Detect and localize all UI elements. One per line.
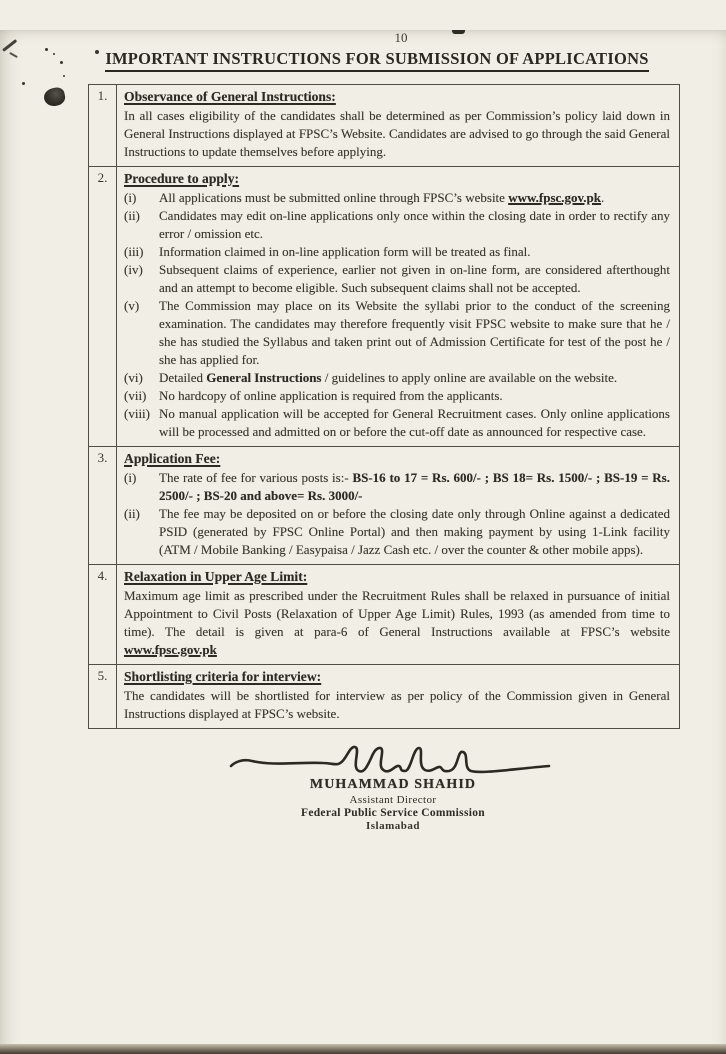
section-content — [117, 665, 679, 728]
section-number: 4. — [89, 565, 117, 664]
item-text: Information claimed in on-line application form will be treated as final. — [159, 244, 531, 259]
list-item — [124, 369, 670, 387]
instruction-row — [89, 447, 679, 565]
item-text: The rate of fee for various posts is:- BS-16 to 17 = Rs. 600/- ; BS 18= Rs. 1500/- ; BS-19 = Rs. 2500/- ; BS-20 and above= Rs. 3000/- — [159, 470, 670, 503]
scan-bottom-edge — [0, 1044, 726, 1054]
section-number: 5. — [89, 665, 117, 728]
instruction-row — [89, 565, 679, 665]
item-text: The fee may be deposited on or before the closing date only through Online against a dedicated PSID (generated by FPSC Online Portal) and then making payment by using 1-Link facility (ATM / Mobile Banking / Easypaisa / Jazz Cash etc. / over the counter & other mobile apps). — [159, 506, 670, 557]
list-item — [124, 405, 670, 441]
section-number: 3. — [89, 447, 117, 564]
section-number: 2. — [89, 167, 117, 446]
signatory-title: Assistant Director — [349, 794, 437, 806]
ink-speck — [95, 50, 99, 54]
item-text: No hardcopy of online application is required from the applicants. — [159, 388, 503, 403]
instructions-table — [88, 84, 680, 729]
item-marker: (i) — [124, 190, 137, 205]
item-marker: (iii) — [124, 244, 144, 259]
website-link: www.fpsc.gov.pk — [124, 642, 217, 657]
section-paragraph: The candidates will be shortlisted for interview as per policy of the Commission given in General Instructions displayed at FPSC’s website. — [124, 688, 670, 721]
section-number: 1. — [89, 85, 117, 166]
section-heading — [124, 170, 670, 188]
section-paragraph: In all cases eligibility of the candidates shall be determined as per Commission’s policy laid down in General Instructions displayed at FPSC’s Website. Candidates are advised to go through the said General Instructions to update themselves before applying. — [124, 108, 670, 159]
item-text: No manual application will be accepted for General Recruitment cases. Only online applications will be processed and admitted on or before the cut-off date as announced for respective case. — [159, 406, 670, 439]
section-heading-text: Application Fee: — [124, 451, 221, 466]
item-marker: (vii) — [124, 388, 147, 403]
section-paragraph: Maximum age limit as prescribed under the Recruitment Rules shall be relaxed in pursuance of initial Appointment to Civil Posts (Relaxation of Upper Age Limit) Rules, 1993 (as amended from time to time). The detail is given at para-6 of General Instructions available at FPSC’s website www.fpsc.gov.pk — [124, 588, 670, 657]
item-marker: (ii) — [124, 208, 140, 223]
item-marker: (v) — [124, 298, 140, 313]
signatory-name: MUHAMMAD SHAHID — [309, 777, 477, 792]
instruction-row — [89, 167, 679, 447]
ink-speck — [45, 48, 48, 51]
bold-text: General Instructions — [206, 370, 322, 385]
ink-blot — [42, 86, 66, 108]
section-heading — [124, 668, 670, 686]
signatory-city: Islamabad — [365, 820, 421, 832]
section-heading-text: Relaxation in Upper Age Limit: — [124, 569, 308, 584]
ink-speck — [53, 53, 55, 55]
section-heading-text: Procedure to apply: — [124, 171, 240, 186]
item-marker: (iv) — [124, 262, 143, 277]
section-heading — [124, 450, 670, 468]
item-marker: (ii) — [124, 506, 140, 521]
bold-text: BS-16 to 17 = Rs. 600/- ; BS 18= Rs. 1500/- ; BS-19 = Rs. 2500/- ; BS-20 and above= Rs. 3000/- — [159, 470, 670, 503]
list-item — [124, 505, 670, 559]
signature-block — [228, 737, 558, 832]
page-header — [0, 30, 726, 72]
list-item — [124, 261, 670, 297]
section-heading-text: Observance of General Instructions: — [124, 89, 336, 104]
item-text: All applications must be submitted online through FPSC’s website www.fpsc.gov.pk. — [159, 190, 605, 205]
section-content — [117, 447, 679, 564]
item-text: The Commission may place on its Website the syllabi prior to the conduct of the screening examination. The candidates may therefore frequently visit FPSC website to make sure that he / she has studied the Syllabus and taken print out of Admission Certificate for test of the post he / she has applied for. — [159, 298, 670, 367]
item-marker: (viii) — [124, 406, 150, 421]
website-link: www.fpsc.gov.pk — [508, 190, 602, 205]
list-item — [124, 387, 670, 405]
list-item — [124, 243, 670, 261]
signatory-organization: Federal Public Service Commission — [301, 807, 485, 819]
ink-speck — [63, 75, 65, 77]
list-item — [124, 207, 670, 243]
list-item — [124, 189, 670, 207]
section-content — [117, 85, 679, 166]
list-item — [124, 297, 670, 369]
section-heading — [124, 88, 670, 106]
ink-speck — [60, 61, 63, 64]
page-number: 10 — [394, 30, 408, 45]
item-marker: (i) — [124, 470, 137, 485]
section-content — [117, 167, 679, 446]
page-title: IMPORTANT INSTRUCTIONS FOR SUBMISSION OF APPLICATIONS — [105, 49, 648, 72]
list-item — [124, 469, 670, 505]
section-content — [117, 565, 679, 664]
ink-speck — [22, 82, 25, 85]
instruction-row — [89, 665, 679, 729]
section-heading — [124, 568, 670, 586]
item-marker: (vi) — [124, 370, 143, 385]
instruction-row — [89, 85, 679, 167]
item-text: Candidates may edit on-line applications only once within the closing date in order to rectify any error / omission etc. — [159, 208, 670, 241]
item-text: Subsequent claims of experience, earlier not given in on-line form, are considered afterthought and an attempt to become eligible. Such subsequent claims shall not be accepted. — [159, 262, 670, 295]
section-heading-text: Shortlisting criteria for interview: — [124, 669, 322, 684]
item-text: Detailed General Instructions / guidelines to apply online are available on the website. — [159, 370, 618, 385]
